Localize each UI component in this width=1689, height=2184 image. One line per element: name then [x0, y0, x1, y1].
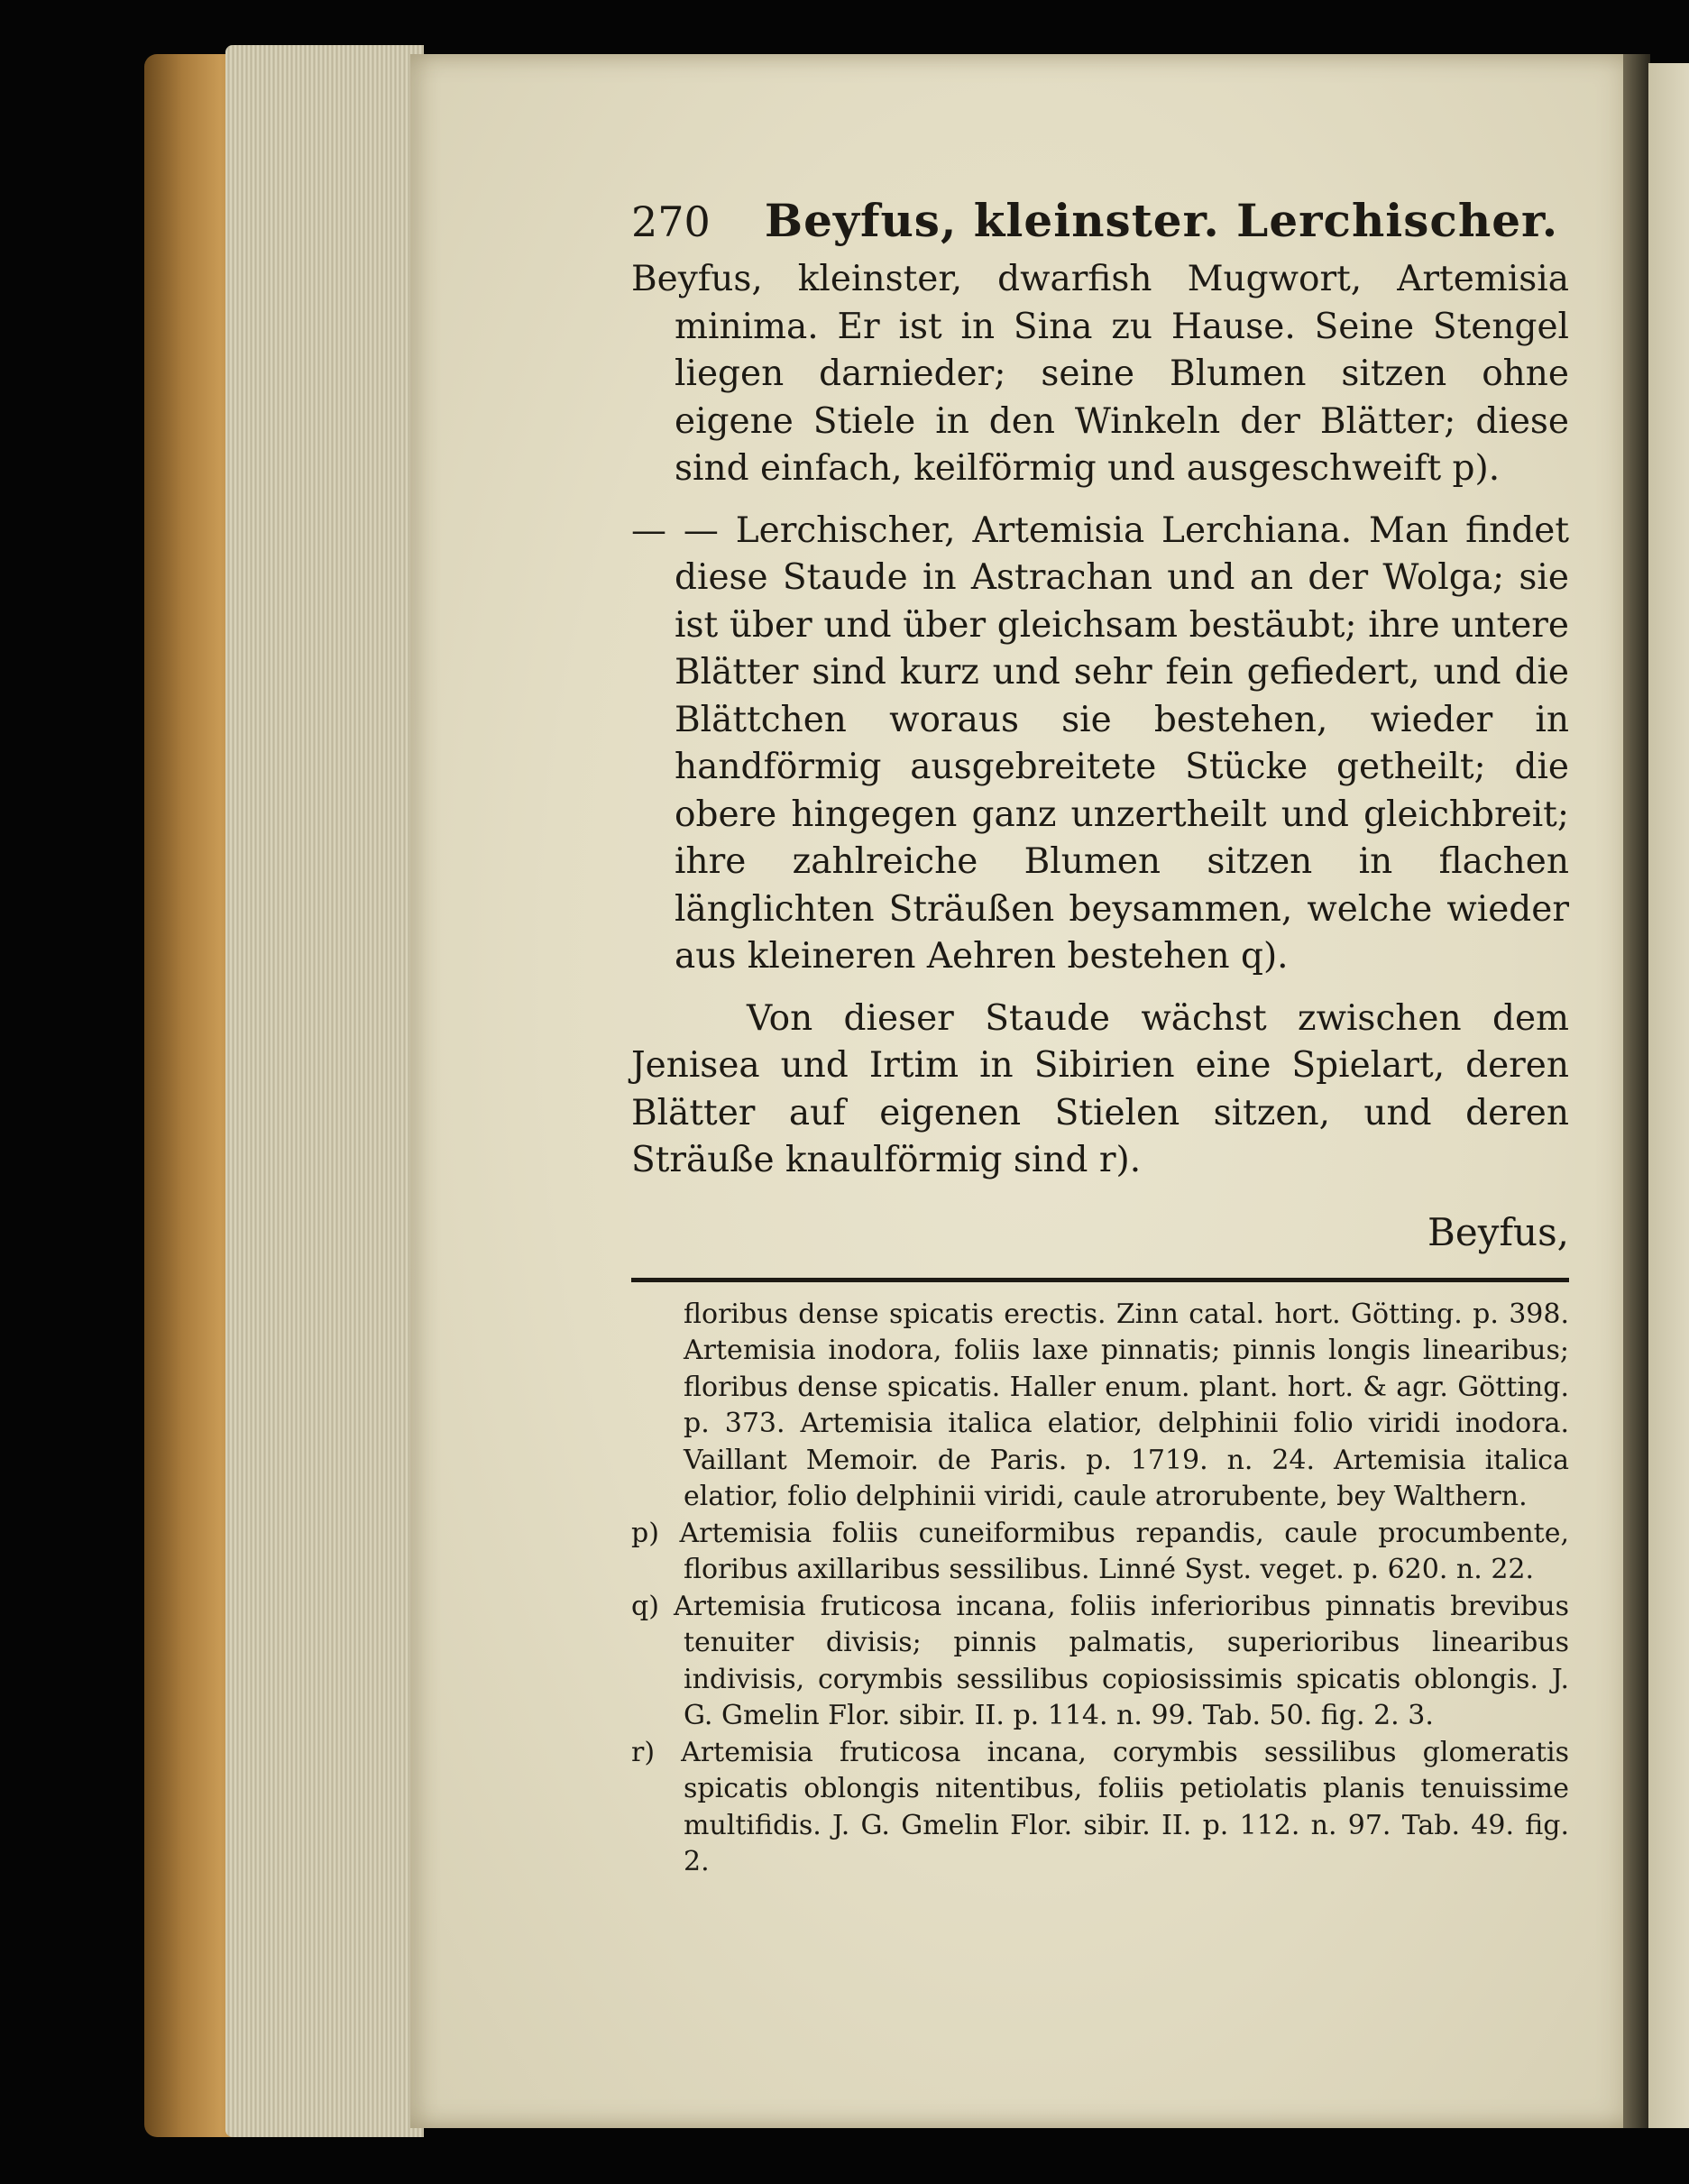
footnote-rule [631, 1278, 1569, 1282]
footnote-r [631, 1735, 1569, 1881]
main-text [631, 256, 1569, 1185]
entry-variety-paragraph: Von dieser Staude wächst zwischen dem Jenisea und Irtim in Sibirien eine Spielart, deren Blätter auf eigenen Stielen sitzen, und deren Sträuße knaulförmig sind r). [631, 997, 1569, 1180]
book-gutter [1623, 54, 1650, 2128]
page-block-edges [225, 45, 424, 2137]
footnote-text: Artemisia foliis cuneiformibus repandis, caule procumbente, floribus axillaribus sessilibus. Linné Syst. veget. p. 620. n. 22. [679, 1517, 1569, 1585]
footnote-mark: p) [631, 1517, 659, 1549]
running-head: Beyfus, kleinster. Lerchischer. [764, 194, 1559, 247]
footnote-text: Artemisia fruticosa incana, foliis inferioribus pinnatis brevibus tenuiter divisis; pinnis palmatis, superioribus linearibus indivisis, corymbis sessilibus copiosissimis spicatis oblongis. J. G. Gmelin Flor. sibir. II. p. 114. n. 99. Tab. 50. fig. 2. 3. [673, 1590, 1569, 1731]
entry-beyfus-kleinster: Beyfus, kleinster, dwarfish Mugwort, Artemisia minima. Er ist in Sina zu Hause. Seine Stengel liegen darnieder; seine Blumen sitzen ohne eigene Stiele in den Winkeln der Blätter; diese sind einfach, keilförmig und ausgeschweift p). [631, 259, 1569, 489]
footnote-p [631, 1516, 1569, 1589]
footnote-mark: r) [631, 1736, 656, 1768]
footnote-continuation: floribus dense spicatis erectis. Zinn catal. hort. Götting. p. 398. Artemisia inodora, foliis laxe pinnatis; pinnis longis linearibus; floribus dense spicatis. Haller enum. plant. hort. & agr. Götting. p. 373. Artemisia italica elatior, delphinii folio viridi inodora. Vaillant Memoir. de Paris. p. 1719. n. 24. Artemisia italica elatior, folio delphinii viridi, caule atrorubente, bey Walthern. [684, 1298, 1569, 1512]
footnote-text: Artemisia fruticosa incana, corymbis sessilibus glomeratis spicatis oblongis nitentibus, foliis petiolatis planis tenuissime multifidis. J. G. Gmelin Flor. sibir. II. p. 112. n. 97. Tab. 49. fig. 2. [681, 1736, 1569, 1877]
footnotes [631, 1297, 1569, 1881]
page-content [631, 194, 1569, 1881]
catch-word: Beyfus, [1427, 1209, 1569, 1254]
footnote-mark: q) [631, 1590, 659, 1622]
footnote-q [631, 1589, 1569, 1735]
facing-page-edge [1648, 63, 1689, 2128]
entry-lerchischer: — — Lerchischer, Artemisia Lerchiana. Man findet diese Staude in Astrachan und an der Wolga; sie ist über und über gleichsam bestäubt; ihre untere Blätter sind kurz und sehr fein gefiedert, und die Blättchen woraus sie bestehen, wieder in handförmig ausgebreitete Stücke getheilt; die obere hingegen ganz unzertheilt und gleichbreit; ihre zahlreiche Blumen sitzen in flachen länglichten Sträußen beysammen, welche wieder aus kleineren Aehren bestehen q). [631, 509, 1569, 977]
page-header [631, 194, 1569, 247]
background-strip [0, 2137, 1689, 2184]
page-number: 270 [631, 197, 711, 246]
